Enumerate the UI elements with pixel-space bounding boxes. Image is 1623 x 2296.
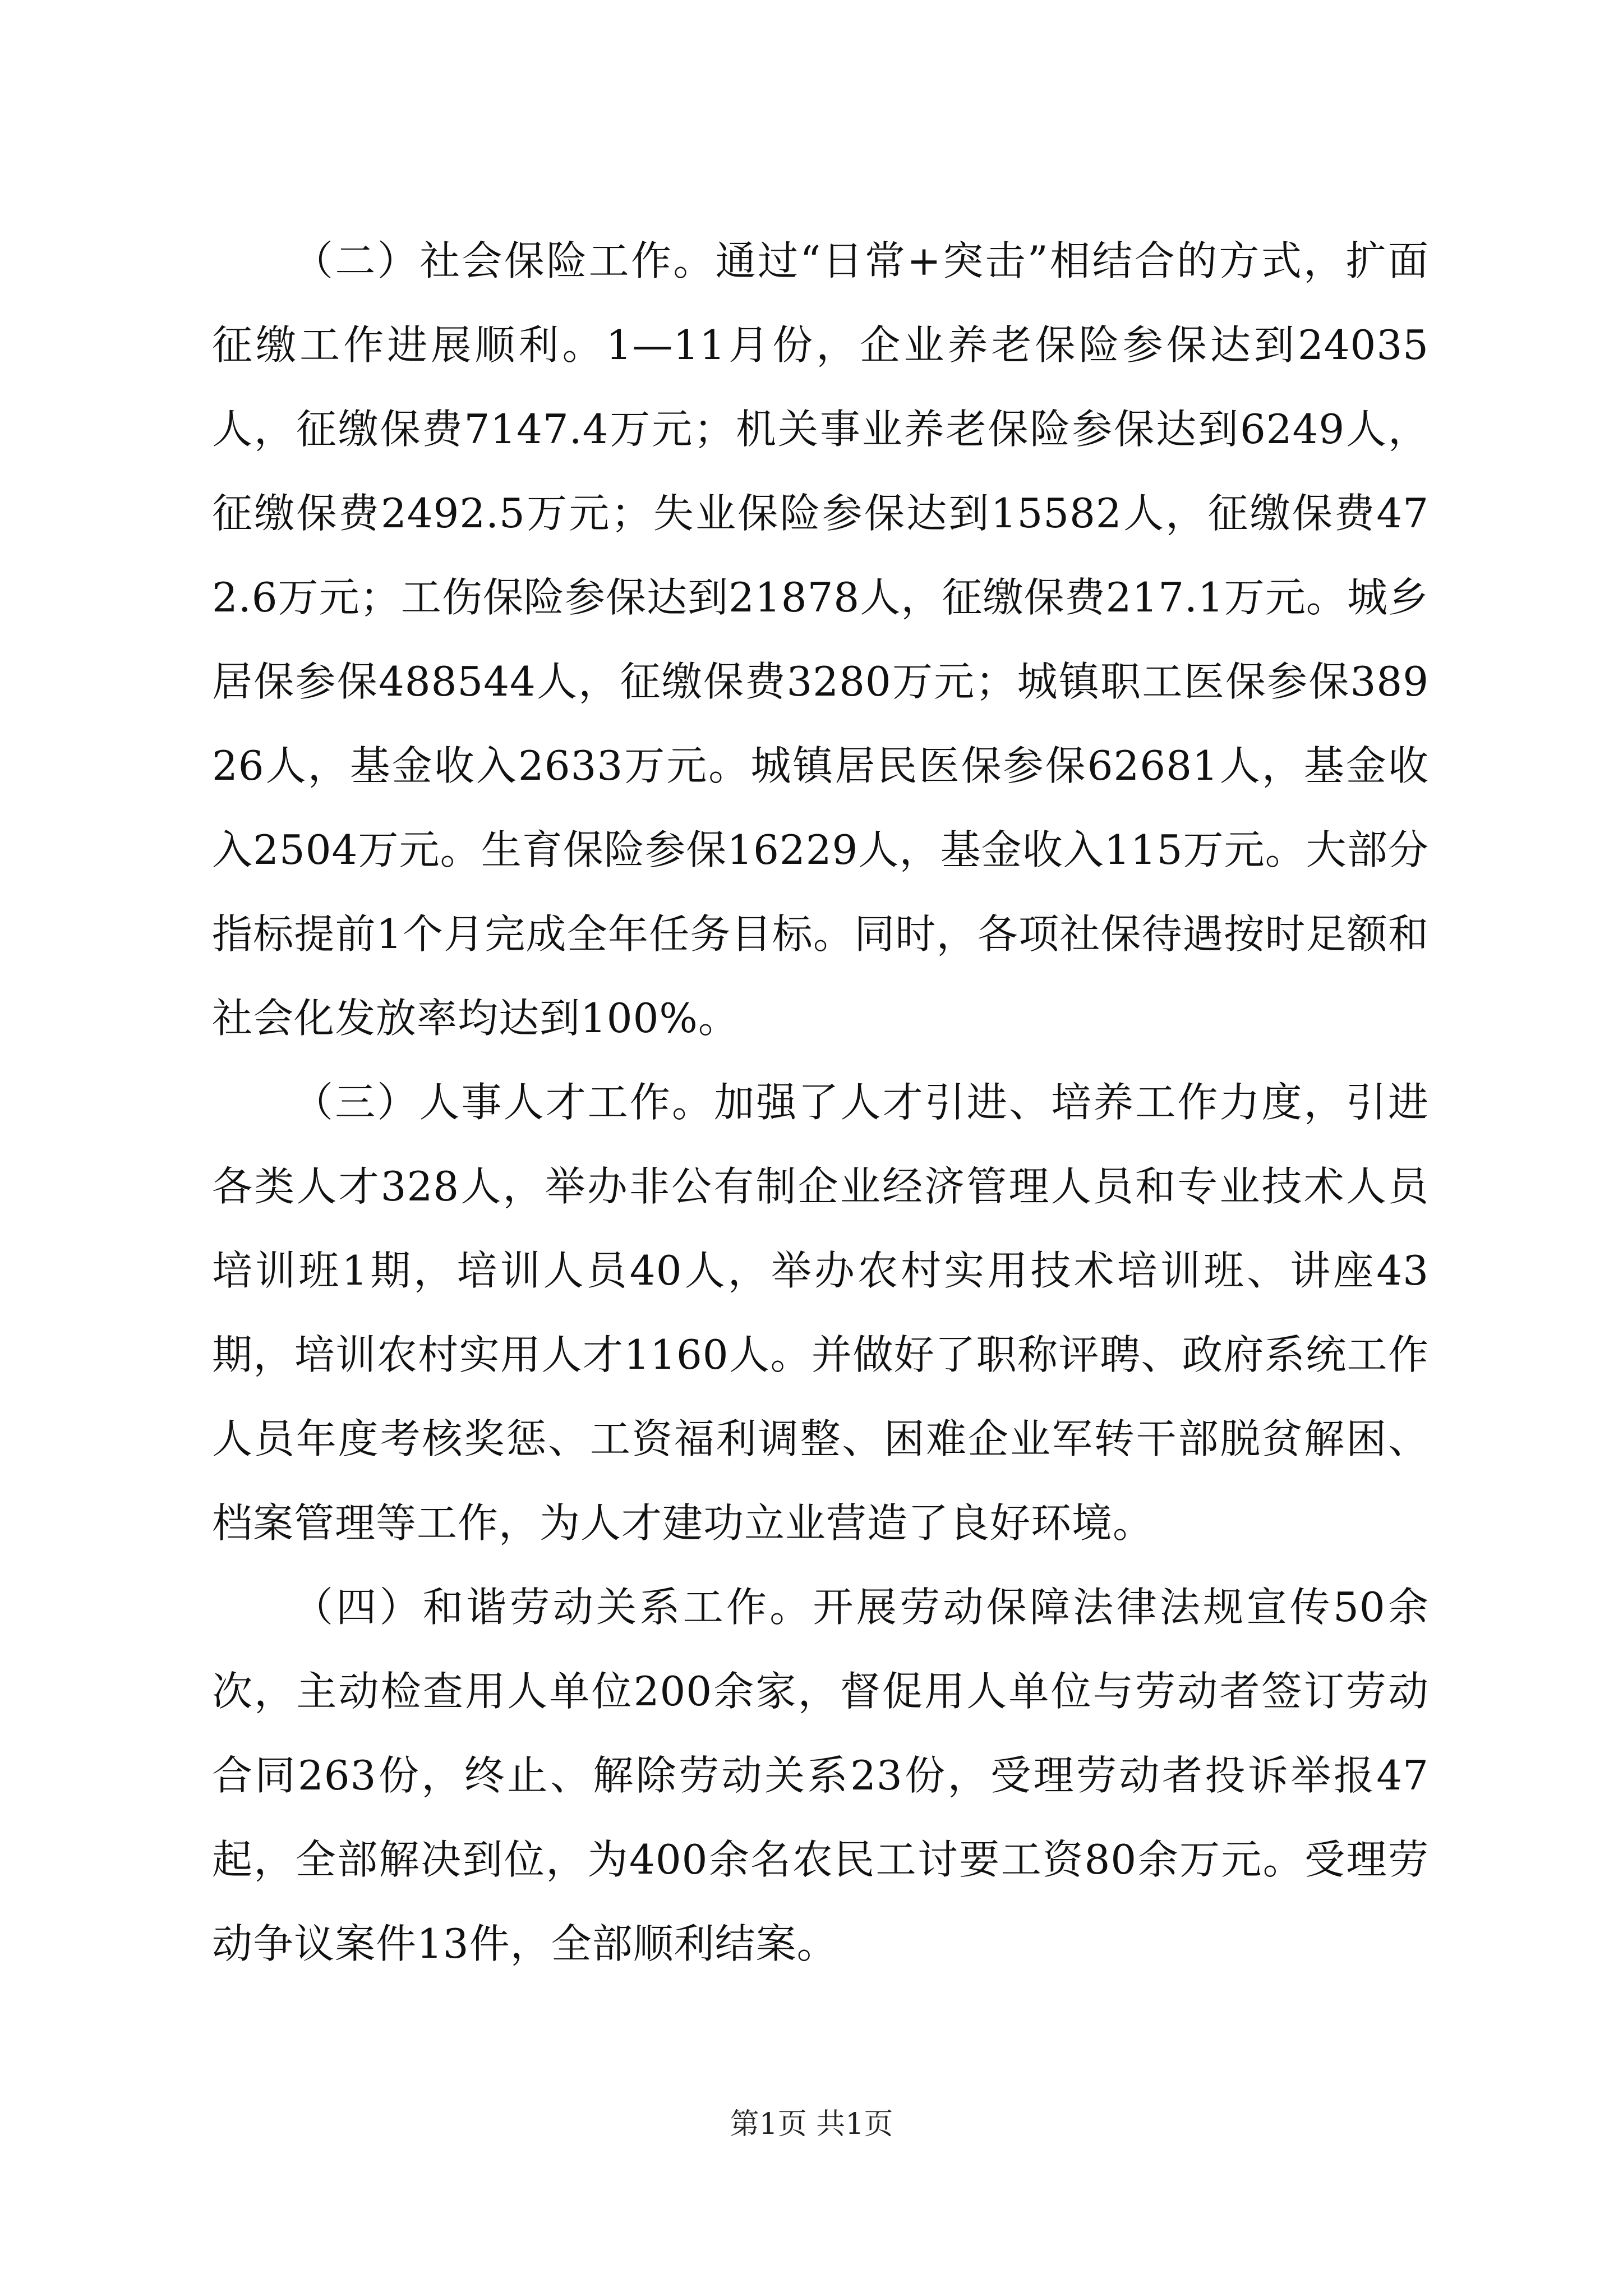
- page-number-label: 第1页 共1页: [730, 2108, 893, 2141]
- paragraph-labor-relations: （四）和谐劳动关系工作。开展劳动保障法律法规宣传50余次，主动检查用人单位200余家，督促用人单位与劳动者签订劳动合同263份，终止、解除劳动关系23份，受理劳动者投诉举报47起，全部解决到位，为400余名农民工讨要工资80余万元。受理劳动争议案件13件，全部顺利结案。: [212, 1584, 1429, 1967]
- paragraph-personnel-talent: （三）人事人才工作。加强了人才引进、培养工作力度，引进各类人才328人，举办非公有制企业经济管理人员和专业技术人员培训班1期，培训人员40人，举办农村实用技术培训班、讲座43期，培训农村实用人才1160人。并做好了职称评聘、政府系统工作人员年度考核奖惩、工资福利调整、困难企业军转干部脱贫解困、档案管理等工作，为人才建功立业营造了良好环境。: [212, 1079, 1429, 1547]
- page-footer: [0, 2105, 1623, 2144]
- document-body: [212, 219, 1429, 1986]
- paragraph-social-insurance: （二）社会保险工作。通过“日常+突击”相结合的方式，扩面征缴工作进展顺利。1—11月份，企业养老保险参保达到24035人，征缴保费7147.4万元；机关事业养老保险参保达到6249人，征缴保费2492.5万元；失业保险参保达到15582人，征缴保费472.6万元；工伤保险参保达到21878人，征缴保费217.1万元。城乡居保参保488544人，征缴保费3280万元；城镇职工医保参保38926人，基金收入2633万元。城镇居民医保参保62681人，基金收入2504万元。生育保险参保16229人，基金收入115万元。大部分指标提前1个月完成全年任务目标。同时，各项社保待遇按时足额和社会化发放率均达到100%。: [212, 237, 1429, 1042]
